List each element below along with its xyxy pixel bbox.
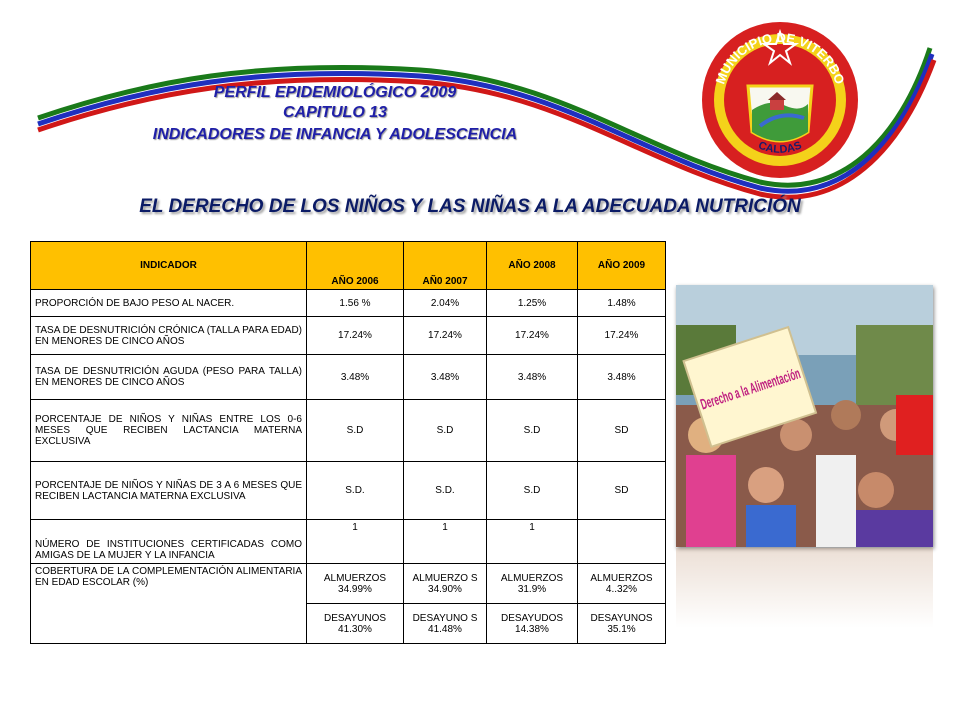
sign-text: Derecho a la Alimentación [698,339,882,414]
value-cell: DESAYUDOS 14.38% [487,604,578,644]
logo-text-bottom: CALDAS [756,139,804,156]
value-cell: SD [578,400,666,462]
table-row [31,317,666,355]
value-cell: 17.24% [307,317,404,355]
indicator-cell: COBERTURA DE LA COMPLEMENTACIÓN ALIMENTARIA EN EDAD ESCOLAR (%) [31,564,307,644]
value-cell: 3.48% [404,355,487,400]
indicators-table [30,241,666,644]
table-header-row [31,242,666,290]
value-cell: 1 [307,520,404,564]
value-cell: DESAYUNOS 41.30% [307,604,404,644]
value-cell: DESAYUNO S 41.48% [404,604,487,644]
value-cell: S.D. [307,462,404,520]
logo-text-top: MUNICIPIO DE VITERBO [712,29,848,87]
value-cell: S.D [307,400,404,462]
header-2006: AÑO 2006 [307,242,404,290]
photo-reflection [676,548,933,628]
value-cell: 3.48% [578,355,666,400]
value-cell: 1 [404,520,487,564]
header-line-1: PERFIL EPIDEMIOLÓGICO 2009 [213,84,457,101]
value-cell: 3.48% [487,355,578,400]
value-cell: ALMUERZOS 31.9% [487,564,578,604]
value-cell: ALMUERZOS 4..32% [578,564,666,604]
value-cell: ALMUERZOS 34.99% [307,564,404,604]
table-row [31,355,666,400]
value-cell: 3.48% [307,355,404,400]
header-2007: AÑ0 2007 [404,242,487,290]
value-cell: 17.24% [404,317,487,355]
table-row [31,462,666,520]
table-row [31,564,666,604]
municipality-logo [700,14,860,186]
value-cell: 1.48% [578,290,666,317]
header-indicator: INDICADOR [31,242,307,290]
value-cell: 1.25% [487,290,578,317]
table-row [31,400,666,462]
page-title: EL DERECHO DE LOS NIÑOS Y LAS NIÑAS A LA ADECUADA NUTRICIÓN [139,196,801,217]
indicator-cell: PROPORCIÓN DE BAJO PESO AL NACER. [31,290,307,317]
indicator-cell: PORCENTAJE DE NIÑOS Y NIÑAS DE 3 A 6 MESES QUE RECIBEN LACTANCIA MATERNA EXCLUSIVA [31,462,307,520]
header-line-3: INDICADORES DE INFANCIA Y ADOLESCENCIA [152,126,518,143]
value-cell: SD [578,462,666,520]
value-cell: S.D [487,462,578,520]
indicator-cell: TASA DE DESNUTRICIÓN CRÓNICA (TALLA PARA EDAD) EN MENORES DE CINCO AÑOS [31,317,307,355]
value-cell: S.D [404,400,487,462]
value-cell: 2.04% [404,290,487,317]
indicator-cell: NÚMERO DE INSTITUCIONES CERTIFICADAS COMO AMIGAS DE LA MUJER Y LA INFANCIA [31,520,307,564]
header-2008: AÑO 2008 [487,242,578,290]
value-cell: 17.24% [578,317,666,355]
indicator-cell: PORCENTAJE DE NIÑOS Y NIÑAS ENTRE LOS 0-6 MESES QUE RECIBEN LACTANCIA MATERNA EXCLUSIVA [31,400,307,462]
value-cell [578,520,666,564]
value-cell: S.D. [404,462,487,520]
value-cell: DESAYUNOS 35.1% [578,604,666,644]
value-cell: S.D [487,400,578,462]
table-row [31,520,666,564]
table-row [31,290,666,317]
value-cell: 1.56 % [307,290,404,317]
header-2009: AÑO 2009 [578,242,666,290]
rally-photo [676,285,933,547]
value-cell: 1 [487,520,578,564]
rally-photo-image [676,285,933,547]
value-cell: 17.24% [487,317,578,355]
indicator-cell: TASA DE DESNUTRICIÓN AGUDA (PESO PARA TALLA) EN MENORES DE CINCO AÑOS [31,355,307,400]
value-cell: ALMUERZO S 34.90% [404,564,487,604]
header-line-2: CAPITULO 13 [282,104,387,121]
